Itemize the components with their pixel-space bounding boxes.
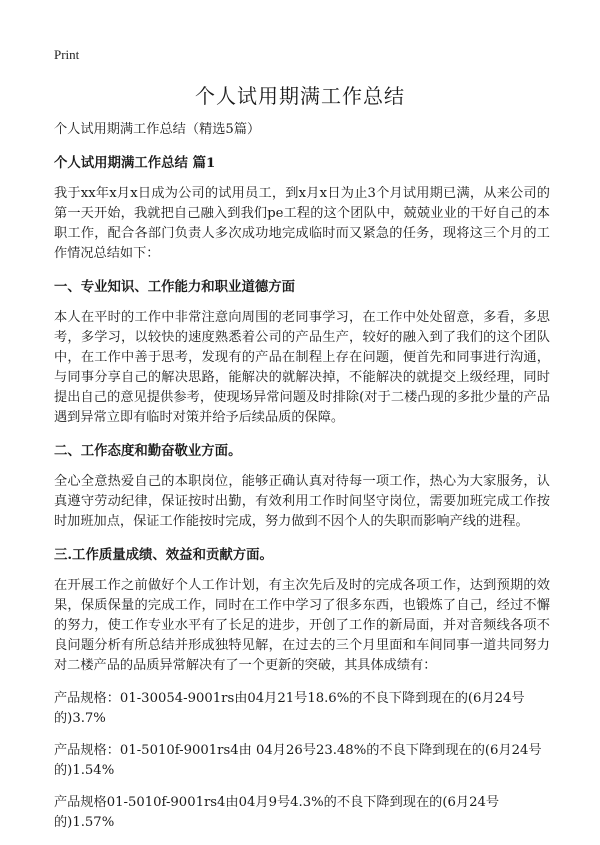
article-heading: 个人试用期满工作总结 篇1: [54, 155, 216, 171]
print-label: Print: [54, 47, 80, 62]
intro-paragraph: 我于xx年x月x日成为公司的试用员工，到x月x日为止3个月试用期已满，从来公司的第一天开始，我就把自己融入到我们pe工程的这个团队中，兢兢业业的干好自己的本职工作，配合各部门负责人多次成功地完成临时而又紧急的任务，现将这三个月的工作情况总结如下：: [54, 186, 550, 261]
spec-line: 产品规格01-5010f-9001rs4由04月9号4.3%的不良下降到现在的(6月24号的)1.57%: [54, 795, 500, 830]
section-heading: 一、专业知识、工作能力和职业道德方面: [54, 279, 296, 295]
section-heading: 二、工作态度和勤奋敬业方面。: [54, 443, 242, 459]
document-content: [54, 120, 550, 845]
section-paragraph: 在开展工作之前做好个人工作计划，有主次先后及时的完成各项工作，达到预期的效果，保质保量的完成工作，同时在工作中学习了很多东西，也锻炼了自己，经过不懈的努力，使工作专业水平有了长足的进步，开创了工作的新局面，并对音频线各项不良问题分析有所总结并形成独特见解，在过去的三个月里面和车间同事一道共同努力对二楼产品的品质异常解决有了一个更新的突破，其具体成绩有：: [54, 578, 550, 673]
spec-line: 产品规格：01-5010f-9001rs4由 04月26号23.48%的不良下降到现在的(6月24号的)1.54%: [54, 743, 542, 778]
section-paragraph: 本人在平时的工作中非常注意向周围的老同事学习，在工作中处处留意，多看，多思考，多学习，以较快的速度熟悉着公司的产品生产，较好的融入到了我们的这个团队中，在工作中善于思考，发现有的产品在制程上存在问题，便首先和同事进行沟通，与同事分享自己的解决思路，能解决的就解决掉，不能解决的就提交上级经理，同时提出自己的意见提供参考，使现场异常问题及时排除(对于二楼凸现的多批少量的产品遇到异常立即有临时对策并给予后续品质的保障。: [54, 310, 550, 425]
section-heading: 三.工作质量成绩、效益和贡献方面。: [54, 547, 273, 563]
spec-line: 产品规格：01-30054-9001rs由04月21号18.6%的不良下降到现在的(6月24号的)3.7%: [54, 691, 525, 726]
document-subtitle: 个人试用期满工作总结（精选5篇）: [54, 122, 261, 137]
document-title: 个人试用期满工作总结: [195, 84, 405, 108]
section-paragraph: 全心全意热爱自己的本职岗位，能够正确认真对待每一项工作，热心为大家服务，认真遵守劳动纪律，保证按时出勤，有效利用工作时间坚守岗位，需要加班完成工作按时加班加点，保证工作能按时完成，努力做到不因个人的失职而影响产线的进程。: [54, 474, 550, 529]
